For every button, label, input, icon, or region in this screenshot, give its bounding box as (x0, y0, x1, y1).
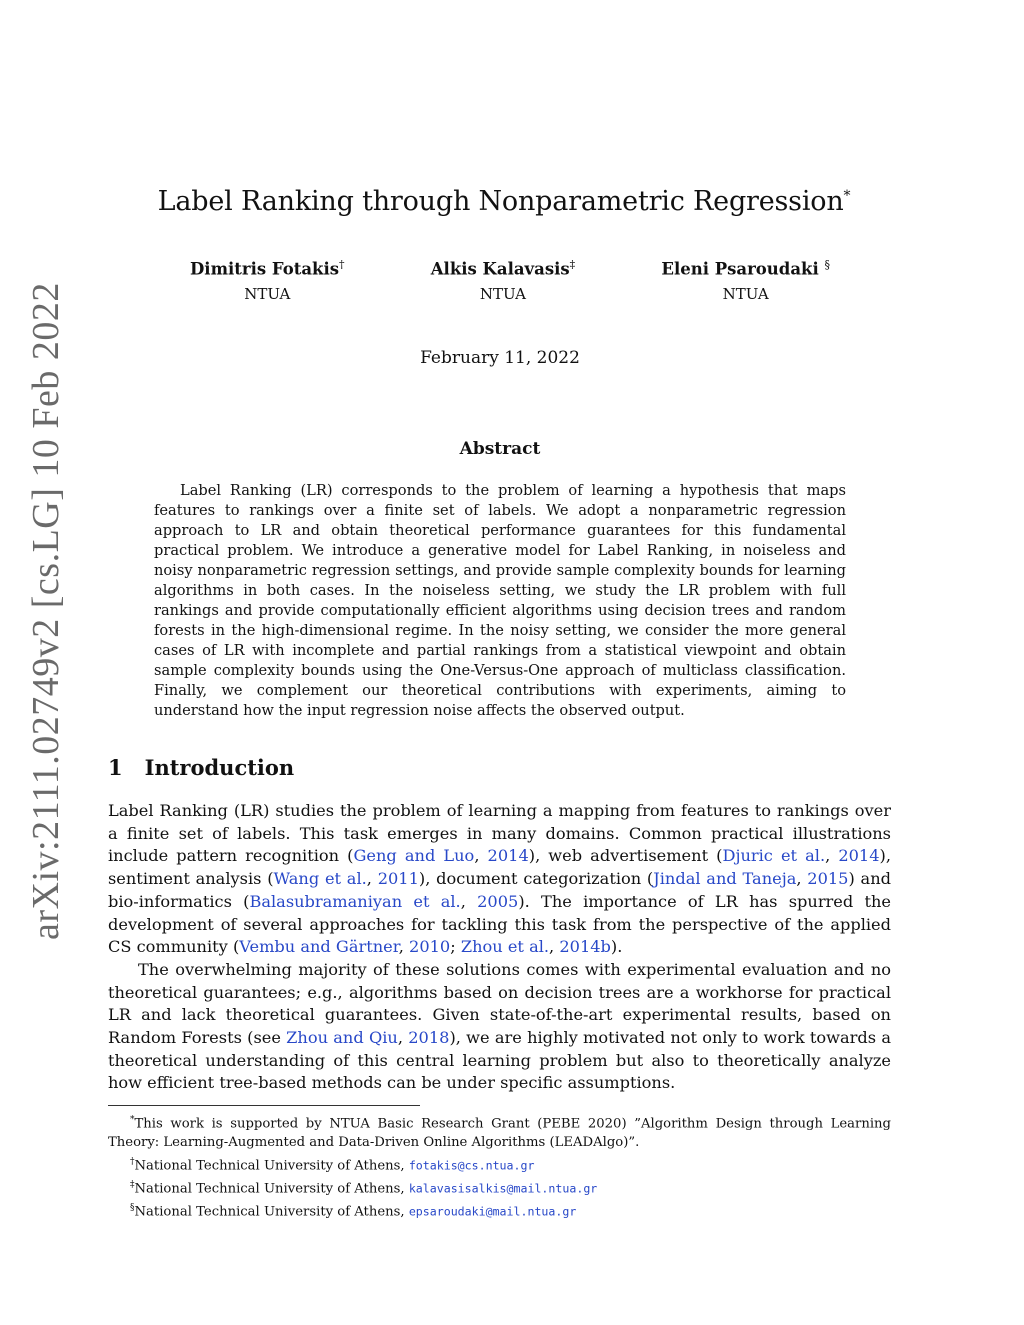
citation-link[interactable]: Zhou and Qiu (286, 1028, 398, 1048)
author-affiliation: NTUA (244, 284, 291, 303)
introduction-body (108, 800, 891, 1095)
author-block (190, 258, 345, 303)
citation-link[interactable]: Vembu and Gärtner (239, 937, 399, 957)
author-name: Alkis Kalavasis‡ (430, 258, 576, 279)
author-footnote-mark[interactable]: † (339, 258, 345, 271)
author-block (661, 258, 830, 303)
paper-title-text: Label Ranking through Nonparametric Regression (157, 186, 844, 217)
footnote-mark: † (130, 1156, 135, 1167)
publication-date: February 11, 2022 (420, 348, 580, 368)
citation-year-link[interactable]: 2010 (409, 937, 451, 957)
footnote-divider (108, 1105, 420, 1106)
abstract-text: Label Ranking (LR) corresponds to the problem of learning a hypothesis that maps features to rankings over a finite set of labels. We adopt a nonparametric regression approach to LR and obtain theoretical performance guarantees for this fundamental practical problem. We introduce a generative model for Label Ranking, in noiseless and noisy nonparametric regression settings, and provide sample complexity bounds for learning algorithms in both cases. In the noiseless setting, we study the LR problem with full rankings and provide computationally efficient algorithms using decision trees and random forests in the high-dimensional regime. In the noisy setting, we consider the more general cases of LR with incomplete and partial rankings from a statistical viewpoint and obtain sample complexity bounds using the One-Versus-One approach of multiclass classification. Finally, we complement our theoretical contributions with experiments, aiming to understand how the input regression noise affects the observed output. (154, 482, 846, 719)
abstract-heading: Abstract (459, 439, 541, 459)
citation-year-link[interactable]: 2011 (377, 869, 419, 889)
footnote: †National Technical University of Athens, fotakis@cs.ntua.gr (130, 1156, 535, 1173)
author-name: Dimitris Fotakis† (190, 258, 345, 279)
footnote: ‡National Technical University of Athens, kalavasisalkis@mail.ntua.gr (130, 1179, 598, 1196)
email-link[interactable]: kalavasisalkis@mail.ntua.gr (408, 1180, 598, 1195)
author-footnote-mark[interactable]: § (824, 258, 830, 271)
footnote: §National Technical University of Athens, epsaroudaki@mail.ntua.gr (130, 1202, 577, 1219)
footnote-mark: ‡ (130, 1179, 135, 1190)
email-link[interactable]: epsaroudaki@mail.ntua.gr (408, 1203, 577, 1218)
citation-link[interactable]: Djuric et al. (722, 846, 826, 866)
footnote-mark: § (130, 1202, 135, 1213)
paper-title (0, 186, 1008, 217)
citation-year-link[interactable]: 2014 (487, 846, 529, 866)
citation-link[interactable]: Zhou et al. (460, 937, 550, 957)
section-heading (108, 755, 294, 780)
arxiv-identifier-stamp[interactable]: arXiv:2111.02749v2 [cs.LG] 10 Feb 2022 (25, 282, 67, 940)
citation-year-link[interactable]: 2015 (807, 869, 849, 889)
section-number: 1 (108, 755, 123, 780)
citation-link[interactable]: Jindal and Taneja (653, 869, 797, 889)
email-link[interactable]: fotakis@cs.ntua.gr (408, 1157, 535, 1172)
citation-link[interactable]: Wang et al. (273, 869, 367, 889)
citation-year-link[interactable]: 2018 (408, 1028, 450, 1048)
citation-link[interactable]: Geng and Luo (353, 846, 475, 866)
author-list (190, 258, 830, 303)
citation-year-link[interactable]: 2014b (559, 937, 611, 957)
section-title: Introduction (144, 755, 295, 780)
footnote-mark: * (130, 1115, 135, 1125)
paragraph: Label Ranking (LR) studies the problem of learning a mapping from features to rankings over a finite set of labels. This task emerges in many domains. Common practical illustrations include pattern recognition (Geng and Luo, 2014), web advertisement (Djuric et al., 2014), sentiment analysis (Wang et al., 2011), document categorization (Jindal and Taneja, 2015) and bio-informatics (Balasubramaniyan et al., 2005). The importance of LR has spurred the development of several approaches for tackling this task from the perspective of the applied CS community (Vembu and Gärtner, 2010; Zhou et al., 2014b). (108, 801, 891, 957)
author-footnote-mark[interactable]: ‡ (569, 258, 576, 271)
author-affiliation: NTUA (722, 284, 769, 303)
citation-year-link[interactable]: 2014 (838, 846, 880, 866)
citation-year-link[interactable]: 2005 (477, 891, 519, 911)
paragraph: The overwhelming majority of these solutions comes with experimental evaluation and no theoretical guarantees; e.g., algorithms based on decision trees are a workhorse for practical LR and lack theoretical guarantees. Given state-of-the-art experimental results, based on Random Forests (see Zhou and Qiu, 2018), we are highly motivated not only to work towards a theoretical understanding of this central learning problem but also to theoretically analyze how efficient tree-based methods can be under specific assumptions. (108, 959, 891, 1093)
citation-link[interactable]: Balasubramaniyan et al. (249, 891, 461, 911)
footnotes (108, 1111, 891, 1222)
author-name: Eleni Psaroudaki § (661, 258, 830, 279)
author-block (431, 258, 575, 303)
footnote: *This work is supported by NTUA Basic Research Grant (PEBE 2020) ”Algorithm Design through Learning Theory: Learning-Augmented and Data-Driven Online Algorithms (LEADAlgo)”. (108, 1115, 891, 1150)
title-footnote-mark[interactable]: * (843, 188, 851, 204)
author-affiliation: NTUA (479, 284, 527, 303)
